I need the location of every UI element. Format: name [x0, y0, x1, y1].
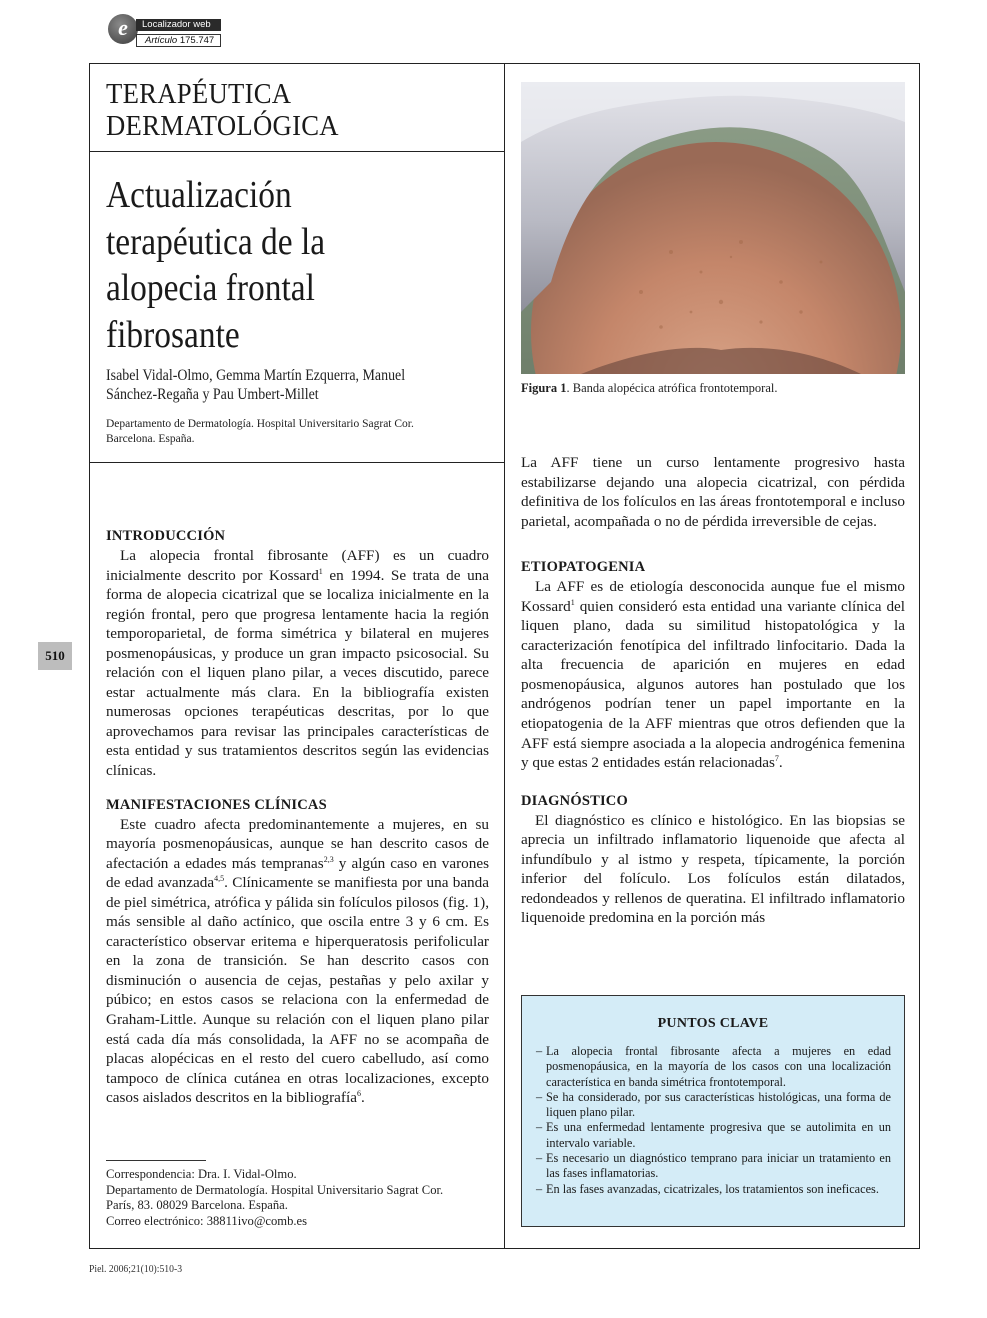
affiliation-line: Departamento de Dermatología. Hospital Universitario Sagrat Cor.	[106, 418, 414, 430]
figure-photo	[521, 82, 905, 374]
e-logo-icon: e	[108, 14, 138, 44]
diag-heading: DIAGNÓSTICO	[521, 792, 628, 809]
web-locator-badge	[108, 14, 223, 54]
title-line: terapéutica de la	[106, 220, 326, 263]
affiliation	[106, 417, 486, 447]
key-points-list	[536, 1044, 891, 1197]
section-title	[106, 78, 465, 142]
key-point: – Es necesario un diagnóstico temprano para iniciar un tratamiento en las fases inflamatorias.	[536, 1151, 891, 1182]
article-number-box	[136, 34, 221, 47]
section-title-line: TERAPÉUTICA	[106, 78, 292, 110]
left-column	[106, 526, 489, 1108]
footnote-rule	[106, 1160, 206, 1161]
continuation-paragraph: La AFF tiene un curso lentamente progresivo hasta estabilizarse dejando una alopecia cicatrizal, con pérdida definitiva de los folículos en las áreas frontotemporal e incluso parietal, acompañada o no de pérdida irreversible de cejas.	[521, 454, 905, 530]
key-point: – Es una enfermedad lentamente progresiva que se autolimita en un intervalo variable.	[536, 1120, 891, 1151]
title-line: fibrosante	[106, 313, 240, 356]
article-title	[106, 172, 449, 358]
title-line: Actualización	[106, 174, 292, 216]
title-line: alopecia frontal	[106, 267, 315, 309]
footnote-email: Correo electrónico: 38811ivo@comb.es	[106, 1213, 308, 1228]
authors-line: Sánchez-Regaña y Pau Umbert-Millet	[106, 386, 319, 403]
ref-superscript: 6	[356, 1089, 361, 1099]
key-point: – En las fases avanzadas, cicatrizales, los tratamientos son ineficaces.	[536, 1182, 891, 1197]
diag-paragraph: El diagnóstico es clínico e histológico. En las biopsias se aprecia un infiltrado inflamatorio liquenoide que afecta al infundíbulo y al istmo y respeta, típicamente, la porción inferior del folículo. Los folículos están dilatados, redondeados y rellenos de queratina. El infiltrado inflamatorio liquenoide predomina en la porción más	[521, 811, 905, 927]
ref-superscript: 1	[318, 566, 323, 576]
key-point: – La alopecia frontal fibrosante afecta a mujeres en edad posmenopáusica, en la mayoría de los casos con una localización característica en banda simétrica frontotemporal.	[536, 1044, 891, 1090]
article-number: 175.747	[179, 35, 215, 46]
affiliation-line: Barcelona. España.	[106, 433, 195, 445]
page-number: 510	[38, 642, 72, 670]
etio-heading: ETIOPATOGENIA	[521, 559, 646, 576]
web-locator-label: Localizador web	[136, 19, 221, 31]
journal-citation: Piel. 2006;21(10):510-3	[89, 1263, 183, 1275]
column-divider	[504, 63, 505, 1249]
intro-paragraph: La alopecia frontal fibrosante (AFF) es un cuadro inicialmente descrito por Kossard$^1$ en 1994. Se trata de una forma de alopecia cicatrizal que se localiza inicialmente en la región frontal, pero que progresa lentamente hacia la región temporoparietal, de forma simétrica y bilateral en mujeres posmenopáusicas, y produce un gran impacto psicosocial. Su relación con el liquen plano pilar, a veces discutido, parece estar actualmente más clara. En la bibliografía existen numerosas opciones terapéuticas descritas, por lo que aprovechamos para revisar las principales características de esta entidad y sus tratamientos descritos según las evidencias clínicas.	[106, 547, 489, 780]
figure-label: Figura 1	[521, 381, 567, 395]
ref-superscript: 1	[570, 597, 575, 607]
manifest-paragraph: Este cuadro afecta predominantemente a mujeres, en su mayoría posmenopáusicas, aunque se han descrito casos de afectación a edades más tempranas$^{2,3}$ y algún caso en varones de edad avanzada$^{4,5}$. Clínicamente se manifiesta por una banda de piel simétrica, atrófica y pálida sin folículos pilosos (fig. 1), más sensible al daño actínico, que oscila entre 3 y 6 cm. Es característico observar eritema e hiperqueratosis perifolicular en la zona de transición. Se han descrito casos con disminución o ausencia de cejas, pestañas y pelo axilar y púbico; en estos casos se relaciona con la enfermedad de Graham-Little. Aunque su relación con el liquen plano pilar está cada día más consolidada, la AFF no se acompaña de placas alopécicas en el resto del cuero cabelludo, así como tampoco de clínica cutánea en otras localizaciones, excepto casos aislados descritos en la bibliografía$^6$.	[106, 815, 490, 1107]
intro-heading: INTRODUCCIÓN	[106, 528, 226, 544]
key-point: – Se ha considerado, por sus características histológicas, una forma de liquen plano pilar.	[536, 1090, 891, 1121]
authors-line: Isabel Vidal-Olmo, Gemma Martín Ezquerra, Manuel	[106, 367, 406, 384]
frontal-alopecia-photo	[521, 82, 905, 374]
etio-paragraph: La AFF es de etiología desconocida aunque fue el mismo Kossard$^1$ quien consideró esta entidad una variante clínica del liquen plano, dada su similitud histopatológica y la caracterización fenotípica del infiltrado linfocitario. Dada la alta frecuencia de aparición en mujeres en edad posmenopáusica, algunos autores han postulado que los andrógenos podrían tener un papel importante en la etiopatogenia de la AFF mientras que otros defienden que la AFF está siempre asociada a la alopecia androgénica femenina y que estas 2 entidades están relacionadas$^7$.	[521, 578, 905, 772]
ref-superscript: 7	[774, 754, 779, 764]
title-block-divider	[89, 462, 505, 463]
footnote-line: París, 83. 08029 Barcelona. España.	[106, 1198, 288, 1212]
section-title-line: DERMATOLÓGICA	[106, 110, 339, 142]
article-prefix: Artículo	[145, 35, 178, 46]
correspondence-footnote	[106, 1167, 496, 1229]
header-divider	[89, 151, 505, 152]
manifest-heading: MANIFESTACIONES CLÍNICAS	[106, 796, 327, 813]
key-points-box	[521, 995, 905, 1227]
ref-superscript: 2,3	[323, 854, 334, 864]
ref-superscript: 4,5	[214, 874, 225, 884]
figure-caption: Figura 1. Banda alopécica atrófica frontotemporal.	[521, 381, 778, 395]
right-column	[521, 453, 905, 928]
key-points-title: PUNTOS CLAVE	[657, 1016, 769, 1031]
authors	[106, 366, 466, 404]
footnote-line: Departamento de Dermatología. Hospital Universitario Sagrat Cor.	[106, 1182, 444, 1197]
footnote-line: Correspondencia: Dra. I. Vidal-Olmo.	[106, 1167, 297, 1181]
